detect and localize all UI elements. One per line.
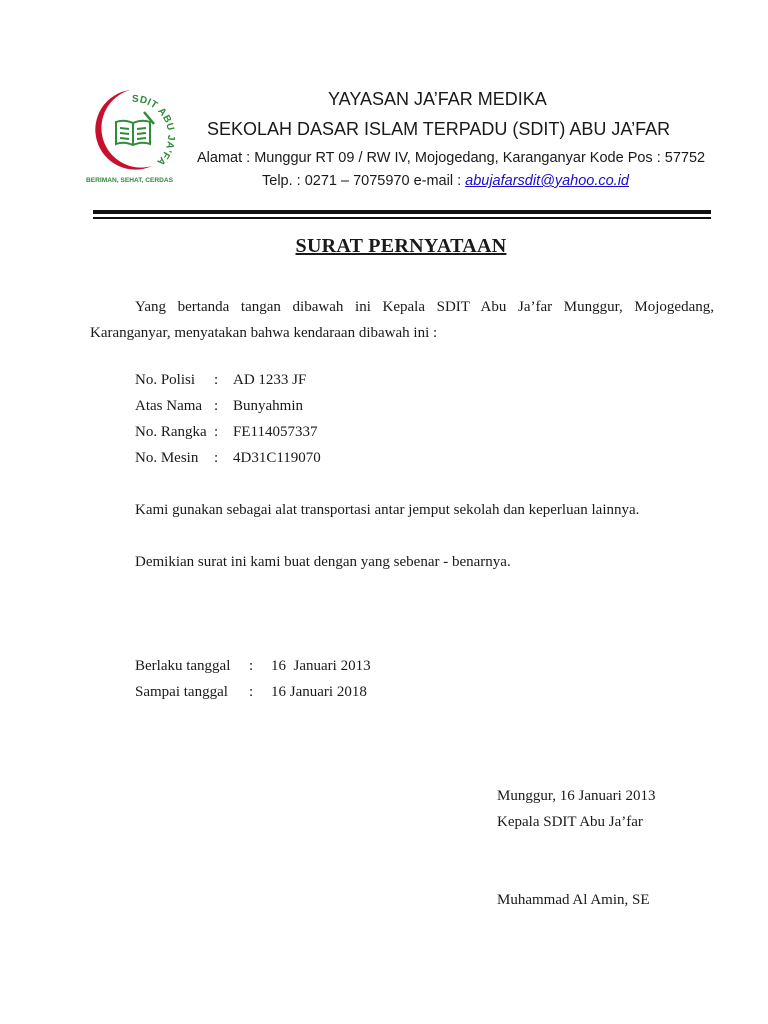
signatory-name: Muhammad Al Amin, SE <box>497 892 650 908</box>
detail-value: Bunyahmin <box>233 398 303 414</box>
validity-separator: : <box>249 684 254 700</box>
letterhead-rule-thin <box>93 217 711 219</box>
detail-separator: : <box>214 450 219 466</box>
signature-position: Kepala SDIT Abu Ja’far <box>497 814 643 830</box>
validity-label: Sampai tanggal <box>135 684 228 700</box>
document-title: SURAT PERNYATAAN <box>295 235 507 257</box>
foundation-name: YAYASAN JA’FAR MEDIKA <box>328 89 547 109</box>
detail-separator: : <box>214 398 219 414</box>
validity-value: 16 Januari 2013 <box>271 658 371 674</box>
valid-from-row <box>135 658 371 675</box>
detail-value: FE114057337 <box>233 424 318 440</box>
detail-value: 4D31C119070 <box>233 450 321 466</box>
intro-paragraph: Yang bertanda tangan dibawah ini Kepala SDIT Abu Ja’far Munggur, Mojogedang, Karanganyar, menyatakan bahwa kendaraan dibawah ini : <box>90 299 714 341</box>
valid-until-row <box>135 684 367 701</box>
vehicle-row-plate <box>135 372 306 389</box>
letterhead-rule-thick <box>93 210 711 214</box>
closing-statement: Demikian surat ini kami buat dengan yang sebenar - benarnya. <box>135 554 511 570</box>
detail-label: No. Mesin <box>135 450 199 466</box>
validity-separator: : <box>249 658 254 674</box>
detail-label: No. Rangka <box>135 424 207 440</box>
detail-label: No. Polisi <box>135 372 196 388</box>
email-link[interactable]: abujafarsdit@yahoo.co.id <box>465 173 629 189</box>
school-name: SEKOLAH DASAR ISLAM TERPADU (SDIT) ABU JA’FAR <box>207 119 671 139</box>
contact-prefix: Telp. : 0271 – 7075970 e-mail : <box>262 173 466 189</box>
vehicle-row-owner <box>135 398 303 415</box>
detail-value: AD 1233 JF <box>233 372 307 388</box>
vehicle-row-chassis <box>135 424 317 441</box>
school-logo <box>86 86 186 184</box>
validity-label: Berlaku tanggal <box>135 658 231 674</box>
logo-arc-text: SDIT ABU JA'FA <box>131 93 177 168</box>
school-address: Alamat : Munggur RT 09 / RW IV, Mojogedang, Karanganyar Kode Pos : 57752 <box>197 150 706 166</box>
detail-separator: : <box>214 424 219 440</box>
vehicle-row-engine <box>135 450 321 467</box>
detail-label: Atas Nama <box>135 398 203 414</box>
validity-value: 16 Januari 2018 <box>271 684 367 700</box>
book-crescent-logo-icon <box>86 86 186 184</box>
detail-separator: : <box>214 372 219 388</box>
contact-line <box>262 173 629 189</box>
usage-statement: Kami gunakan sebagai alat transportasi antar jemput sekolah dan keperluan lainnya. <box>135 502 640 518</box>
signature-place-date: Munggur, 16 Januari 2013 <box>497 788 656 804</box>
logo-motto: BERIMAN, SEHAT, CERDAS <box>86 177 174 184</box>
